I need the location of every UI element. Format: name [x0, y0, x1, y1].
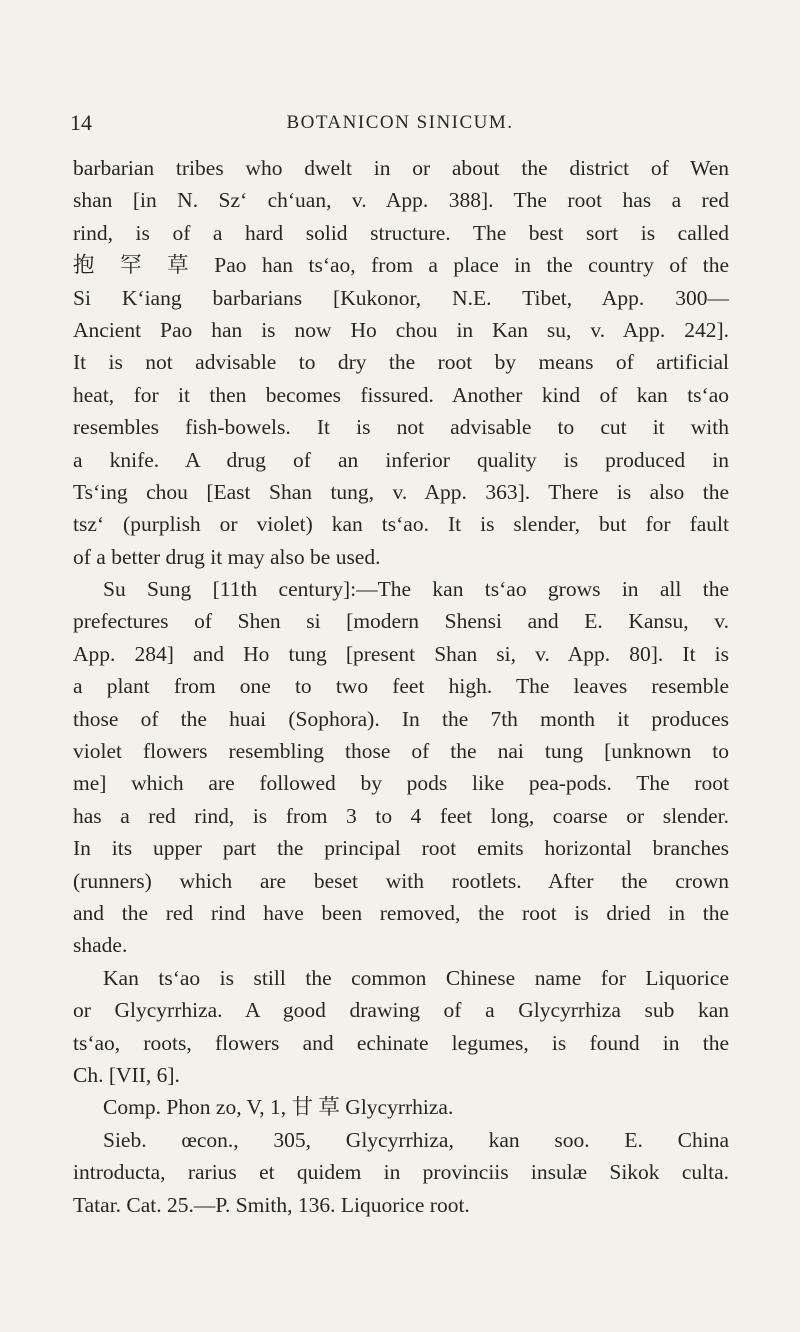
- text-line: In its upper part the principal root emits horizontal branches: [73, 836, 729, 861]
- text-line: Si K‘iang barbarians [Kukonor, N.E. Tibet, App. 300—: [73, 285, 729, 310]
- text-line: Su Sung [11th century]:—The kan ts‘ao grows in all the: [103, 577, 729, 602]
- body-text: [73, 152, 729, 1221]
- text-line: of a better drug it may also be used.: [73, 544, 381, 569]
- text-line: resembles fish-bowels. It is not advisable to cut it with: [73, 415, 729, 440]
- text-line: Kan ts‘ao is still the common Chinese name for Liquorice: [103, 965, 729, 990]
- running-head: BOTANICON SINICUM.: [286, 112, 514, 133]
- text-line: Comp. Phon zo, V, 1, 甘 草 Glycyrrhiza.: [103, 1095, 454, 1120]
- text-line: barbarian tribes who dwelt in or about the district of Wen: [73, 156, 729, 180]
- text-line: has a red rind, is from 3 to 4 feet long, coarse or slender.: [73, 803, 729, 828]
- text-line: a plant from one to two feet high. The leaves resemble: [73, 674, 729, 699]
- text-line: Ts‘ing chou [East Shan tung, v. App. 363]. There is also the: [73, 479, 729, 504]
- text-line: violet flowers resembling those of the nai tung [unknown to: [73, 739, 729, 764]
- page-header: [70, 110, 730, 140]
- text-line: me] which are followed by pods like pea-pods. The root: [73, 771, 729, 796]
- text-line: It is not advisable to dry the root by means of artificial: [73, 350, 729, 375]
- text-line: heat, for it then becomes fissured. Another kind of kan ts‘ao: [73, 382, 729, 407]
- text-line: those of the huai (Sophora). In the 7th month it produces: [73, 706, 729, 731]
- text-line: introducta, rarius et quidem in provinciis insulæ Sikok culta.: [73, 1160, 729, 1185]
- text-line: prefectures of Shen si [modern Shensi and E. Kansu, v.: [73, 609, 729, 634]
- text-line: App. 284] and Ho tung [present Shan si, v. App. 80]. It is: [73, 641, 729, 666]
- text-line: and the red rind have been removed, the root is dried in the: [73, 900, 729, 925]
- text-line: tsz‘ (purplish or violet) kan ts‘ao. It is slender, but for fault: [73, 512, 729, 537]
- text-line: a knife. A drug of an inferior quality is produced in: [73, 447, 729, 472]
- text-line: or Glycyrrhiza. A good drawing of a Glycyrrhiza sub kan: [73, 998, 729, 1023]
- text-line: Ancient Pao han is now Ho chou in Kan su, v. App. 242].: [73, 317, 729, 342]
- text-line: Sieb. œcon., 305, Glycyrrhiza, kan soo. E. China: [103, 1127, 729, 1152]
- text-line: shade.: [73, 933, 128, 958]
- text-line: (runners) which are beset with rootlets. After the crown: [73, 868, 729, 893]
- text-line: shan [in N. Sz‘ ch‘uan, v. App. 388]. The root has a red: [73, 188, 729, 213]
- text-line: Ch. [VII, 6].: [73, 1062, 180, 1087]
- text-line: Tatar. Cat. 25.—P. Smith, 136. Liquorice root.: [73, 1192, 470, 1217]
- text-line: ts‘ao, roots, flowers and echinate legumes, is found in the: [73, 1030, 729, 1055]
- text-line: rind, is of a hard solid structure. The best sort is called: [73, 220, 729, 245]
- text-line: 抱 罕 草 Pao han ts‘ao, from a place in the country of the: [73, 253, 729, 278]
- page-number: 14: [70, 110, 92, 135]
